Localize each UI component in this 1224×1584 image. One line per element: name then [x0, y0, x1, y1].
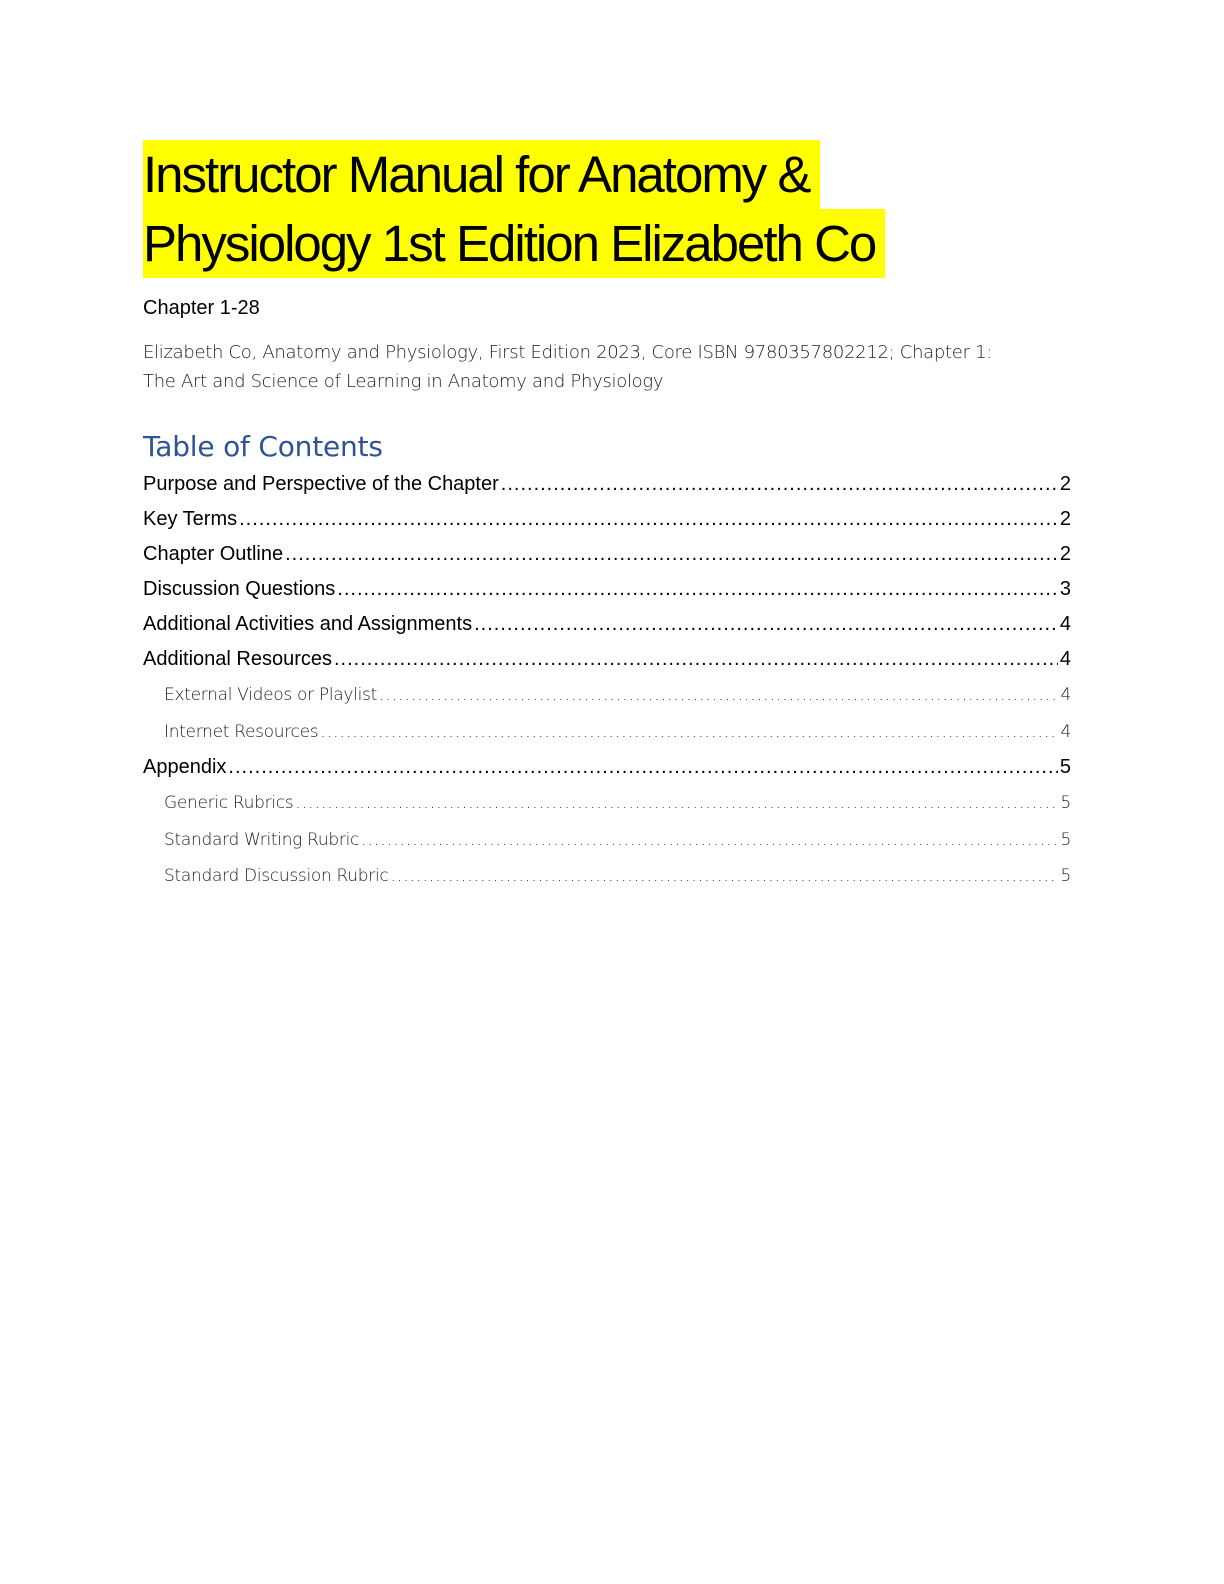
toc-leader	[228, 750, 1057, 785]
toc-entry-page: 2	[1059, 473, 1071, 495]
table-of-contents	[143, 467, 1071, 895]
toc-entry-page: 5	[1060, 829, 1071, 850]
toc-leader	[285, 537, 1058, 572]
toc-entry-page: 4	[1059, 613, 1071, 635]
toc-entry-label: Standard Discussion Rubric	[164, 866, 389, 886]
document-page	[143, 140, 1071, 895]
citation-line-2: The Art and Science of Learning in Anatomy and Physiology	[143, 371, 664, 392]
toc-entry-page: 4	[1059, 648, 1071, 670]
toc-entry-standard-discussion-rubric[interactable]	[143, 858, 1071, 895]
document-title	[143, 140, 1071, 278]
toc-entry-label: External Videos or Playlist	[164, 685, 377, 705]
toc-entry-additional-resources[interactable]	[143, 642, 1071, 677]
citation-line-1: Elizabeth Co, Anatomy and Physiology, First Edition 2023, Core ISBN 9780357802212; Chapter 1:	[143, 342, 993, 363]
toc-entry-additional-activities[interactable]	[143, 607, 1071, 642]
toc-entry-label: Additional Activities and Assignments	[143, 613, 473, 635]
toc-leader	[390, 858, 1058, 895]
toc-entry-standard-writing-rubric[interactable]	[143, 822, 1071, 859]
toc-entry-chapter-outline[interactable]	[143, 537, 1071, 572]
toc-entry-label: Discussion Questions	[143, 578, 336, 600]
toc-leader	[501, 467, 1058, 502]
toc-entry-label: Key Terms	[143, 508, 238, 530]
toc-entry-label: Purpose and Perspective of the Chapter	[143, 473, 499, 495]
toc-leader	[334, 642, 1058, 677]
toc-entry-label: Generic Rubrics	[164, 793, 294, 813]
citation	[143, 338, 1071, 396]
toc-leader	[379, 677, 1059, 714]
title-line-2: Physiology 1st Edition Elizabeth Co	[143, 209, 885, 278]
chapter-range: Chapter 1-28	[143, 297, 260, 319]
toc-entry-page: 5	[1060, 793, 1071, 813]
toc-entry-generic-rubrics[interactable]	[143, 785, 1071, 822]
toc-entry-label: Internet Resources	[164, 721, 319, 742]
toc-entry-page: 4	[1060, 721, 1071, 742]
toc-entry-label: Standard Writing Rubric	[164, 829, 360, 850]
toc-leader	[361, 822, 1058, 859]
title-line-1: Instructor Manual for Anatomy &	[143, 140, 820, 209]
toc-entry-page: 4	[1060, 685, 1071, 705]
toc-entry-label: Chapter Outline	[143, 543, 284, 565]
toc-entry-page: 5	[1060, 866, 1071, 886]
toc-entry-label: Appendix	[143, 756, 227, 778]
toc-leader	[474, 607, 1058, 642]
toc-entry-page: 2	[1059, 508, 1071, 530]
toc-entry-key-terms[interactable]	[143, 502, 1071, 537]
toc-entry-page: 3	[1059, 578, 1071, 600]
toc-entry-label: Additional Resources	[143, 648, 332, 670]
toc-leader	[295, 785, 1058, 822]
toc-heading: Table of Contents	[143, 430, 383, 463]
toc-entry-discussion-questions[interactable]	[143, 572, 1071, 607]
toc-entry-external-videos[interactable]	[143, 677, 1071, 714]
toc-leader	[239, 502, 1058, 537]
toc-leader	[320, 714, 1058, 751]
toc-entry-page: 2	[1059, 543, 1071, 565]
toc-entry-appendix[interactable]	[143, 750, 1071, 785]
toc-leader	[337, 572, 1058, 607]
toc-entry-internet-resources[interactable]	[143, 714, 1071, 751]
toc-entry-purpose[interactable]	[143, 467, 1071, 502]
toc-entry-page: 5	[1059, 756, 1071, 778]
